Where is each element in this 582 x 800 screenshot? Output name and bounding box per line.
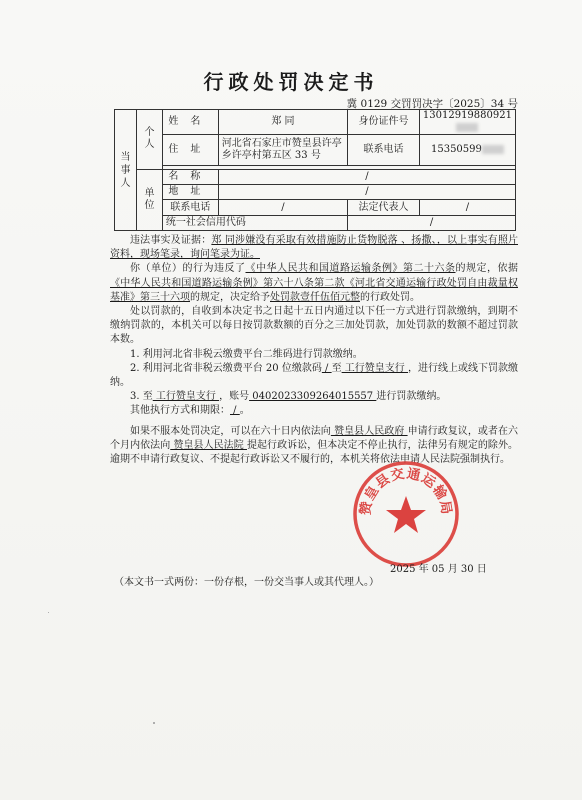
penalty-amount: 处罚款壹仟伍佰元整 <box>270 291 360 303</box>
decision-body <box>110 234 518 467</box>
appeal-clause: 如果不服本处罚决定，可以在六十日内依法向 赞皇县人民政府 申请行政复议，或者在六个月内依法向 赞皇县人民法院 提起行政诉讼，但本决定不停止执行，法律另有规定的除外。逾期不申请行政复议、不提起行政诉讼又不履行的，本机关将依法申请人民法院强制执行。 <box>110 425 519 466</box>
scan-speck <box>153 722 155 724</box>
address-label: 住址 <box>162 135 218 166</box>
redaction-mark <box>482 145 504 154</box>
violation-facts-text: 郑 同涉嫌没有采取有效措施防止货物脱落 、扬撒、，以上事实有照片资料，现场笔录，询问笔录为证。 <box>110 235 519 261</box>
redaction-mark <box>456 123 478 132</box>
payment-option-2: 2. 利用河北省非税云缴费平台 20 位缴款码 / 至 工行赞皇支行 ，进行线上或线下罚款缴纳。 <box>110 362 519 389</box>
name-value: 郑 同 <box>218 110 347 135</box>
unit-address-value: / <box>218 185 515 200</box>
name-label: 姓名 <box>162 110 218 135</box>
payment-bank: 工行赞皇支行 <box>341 362 408 374</box>
payment-bank-2: 工行赞皇支行 <box>152 391 220 403</box>
credit-code-label: 统一社会信用代码 <box>162 215 347 230</box>
party-info-table <box>114 109 516 231</box>
unit-label: 单位 <box>136 169 162 230</box>
individual-label: 个人 <box>136 110 162 170</box>
credit-code-value: / <box>348 215 516 230</box>
legal-rep-value: / <box>419 200 515 215</box>
payment-terms: 处以罚款的，自收到本决定书之日起十五日内通过以下任一方式进行罚款缴纳，到期不缴纳罚款的，本机关可以每日按罚款数额的百分之三加处罚款，加处罚款的数额不超过罚款本数。 <box>110 306 518 346</box>
account-number: 0402023309264015557 <box>249 391 377 403</box>
payment-code: / <box>321 362 332 374</box>
scan-speck <box>48 612 49 613</box>
address-value: 河北省石家庄市赞皇县许亭乡许亭村第五区 33 号 <box>218 135 347 166</box>
unit-address-label: 地址 <box>162 185 218 200</box>
phone-label: 联系电话 <box>348 135 420 166</box>
unit-phone-label: 联系电话 <box>162 200 218 215</box>
seal-text: 赞皇县交通运输局 <box>357 465 455 517</box>
decision-date: 2025 年 05 月 30 日 <box>390 564 487 575</box>
id-value: 13012919880921 <box>419 110 515 135</box>
violation-facts: 违法事实及证据：郑 同涉嫌没有采取有效措施防止货物脱落 、扬撒、，以上事实有照片资料，现场笔录，询问笔录为证。 <box>110 235 519 261</box>
party-label: 当事人 <box>115 110 137 231</box>
document-title: 行政处罚决定书 <box>203 70 379 94</box>
id-label: 身份证件号 <box>348 110 420 135</box>
legal-rep-label: 法定代表人 <box>348 200 420 215</box>
review-authority: 赞皇县人民政府 <box>330 425 408 437</box>
penalty-basis-law: 《中华人民共和国道路运输条例》第六十八条第二款《河北省交通运输行政处罚自由裁量权基准》第三十六项 <box>110 277 518 303</box>
unit-phone-value: / <box>218 200 347 215</box>
payment-option-1: 1. 利用河北省非税云缴费平台二维码进行罚款缴纳。 <box>130 348 363 360</box>
unit-name-value: / <box>218 169 515 184</box>
other-methods: 其他执行方式和期限： / 。 <box>130 405 250 417</box>
violated-law: 《中华人民共和国道路运输条例》第二十六条 <box>245 263 456 275</box>
payment-option-3: 3. 至 工行赞皇支行 ，账号 0402023309264015557 进行罚款缴纳。 <box>130 391 447 403</box>
unit-name-label: 名称 <box>162 169 218 184</box>
official-seal <box>352 460 460 568</box>
legal-basis: 你（单位）的行为违反了《中华人民共和国道路运输条例》第二十六条的规定，依据《中华人民共和国道路运输条例》第六十八条第二款《河北省交通运输行政处罚自由裁量权基准》第三十六项的规定，决定给予处罚款壹仟伍佰元整的行政处罚。 <box>110 263 518 303</box>
phone-value: 15350599 <box>419 135 515 166</box>
copies-note: （本文书一式两份：一份存根，一份交当事人或其代理人。） <box>114 577 379 588</box>
document-number: 冀 0129 交罚罚决字〔2025〕34 号 <box>346 98 518 110</box>
star-icon <box>386 496 426 533</box>
court-name: 赞皇县人民法院 <box>170 439 247 451</box>
